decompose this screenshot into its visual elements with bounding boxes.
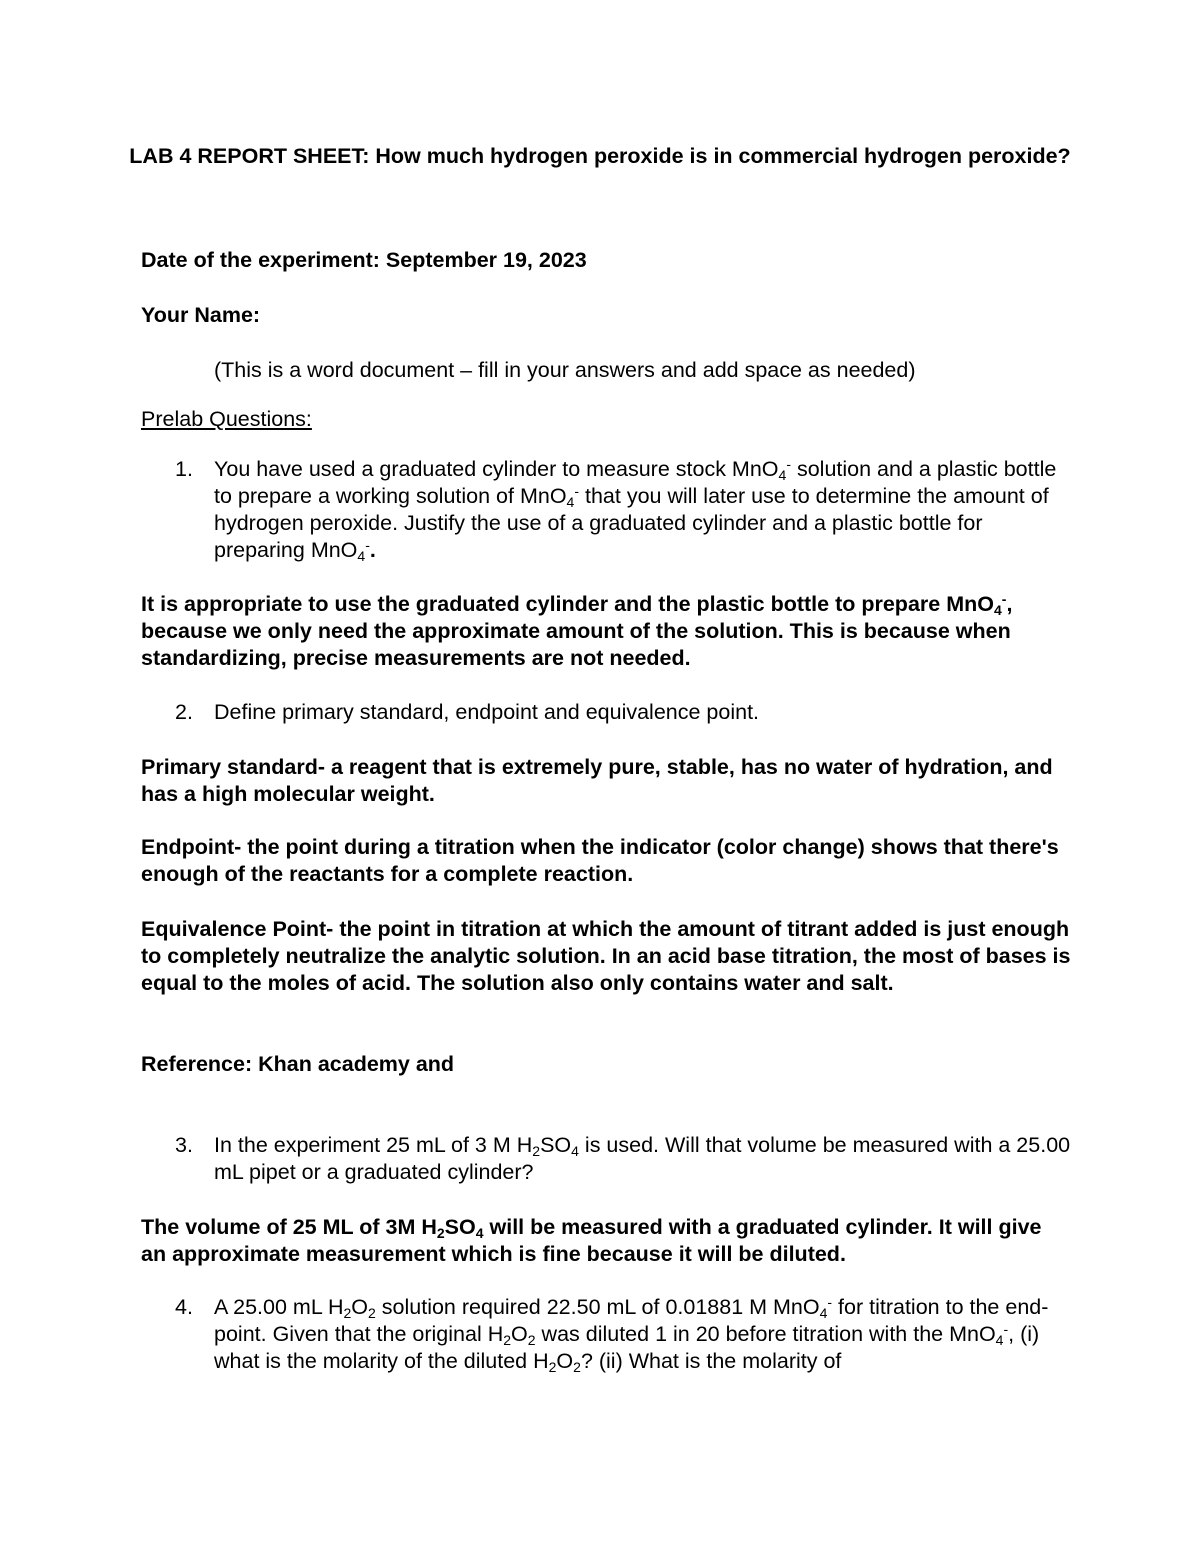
question-text: Define primary standard, endpoint and equivalence point. — [214, 700, 760, 724]
question-text: A 25.00 mL $H_2O_2$ solution required 22.50 mL of 0.01881 M MnO$_4$- for titration to the end-point. Given that the original $H_2O_2$ was diluted 1 in 20 before titration with the MnO$_4$-, (i) what is the molarity of the diluted $H_2O_2$? (ii) What is the molarity of — [214, 1294, 1049, 1375]
question-number: 3. — [175, 1133, 193, 1157]
question-1 — [141, 456, 1071, 564]
question-number: 2. — [175, 700, 193, 724]
answer-equivalence-point: Equivalence Point- the point in titration at which the amount of titrant added is just enough to completely neutralize the analytic solution. In an acid base titration, the most of bases is equal to the moles of acid. The solution also only contains water and salt. — [141, 917, 1071, 995]
question-4 — [141, 1294, 1071, 1375]
instructions-text: (This is a word document – fill in your answers and add space as needed) — [214, 358, 916, 382]
question-text: You have used a graduated cylinder to measure stock MnO$_4$- solution and a plastic bottle to prepare a working solution of MnO$_4$- that you will later use to determine the amount of hydrogen peroxide. Justify the use of a graduated cylinder and a plastic bottle for preparing MnO$_4$-. — [214, 456, 1057, 564]
date-label: Date of the experiment: September 19, 2023 — [141, 248, 587, 272]
answer-primary-standard: Primary standard- a reagent that is extremely pure, stable, has no water of hydration, and has a high molecular weight. — [141, 755, 1053, 806]
question-text: In the experiment 25 mL of 3 M $H_2SO_4$ is used. Will that volume be measured with a 25.00 mL pipet or a graduated cylinder? — [214, 1133, 1071, 1184]
name-label: Your Name: — [141, 303, 261, 327]
question-2 — [141, 699, 1071, 726]
page-title: LAB 4 REPORT SHEET: How much hydrogen peroxide is in commercial hydrogen peroxide? — [129, 144, 1071, 168]
answer-endpoint: Endpoint- the point during a titration when the indicator (color change) shows that there's enough of the reactants for a complete reaction. — [141, 835, 1059, 886]
answer-1: It is appropriate to use the graduated cylinder and the plastic bottle to prepare MnO$_4$-, because we only need the approximate amount of the solution. This is because when standardizing, precise measurements are not needed. — [141, 591, 1013, 670]
answer-3: The volume of 25 ML of 3M $H_2SO_4$ will be measured with a graduated cylinder. It will give an approximate measurement which is fine because it will be diluted. — [141, 1215, 1042, 1266]
question-number: 1. — [175, 457, 193, 481]
reference-line: Reference: Khan academy and — [141, 1052, 455, 1076]
section-heading: Prelab Questions: — [141, 407, 312, 431]
question-3 — [141, 1132, 1071, 1186]
question-number: 4. — [175, 1295, 193, 1319]
